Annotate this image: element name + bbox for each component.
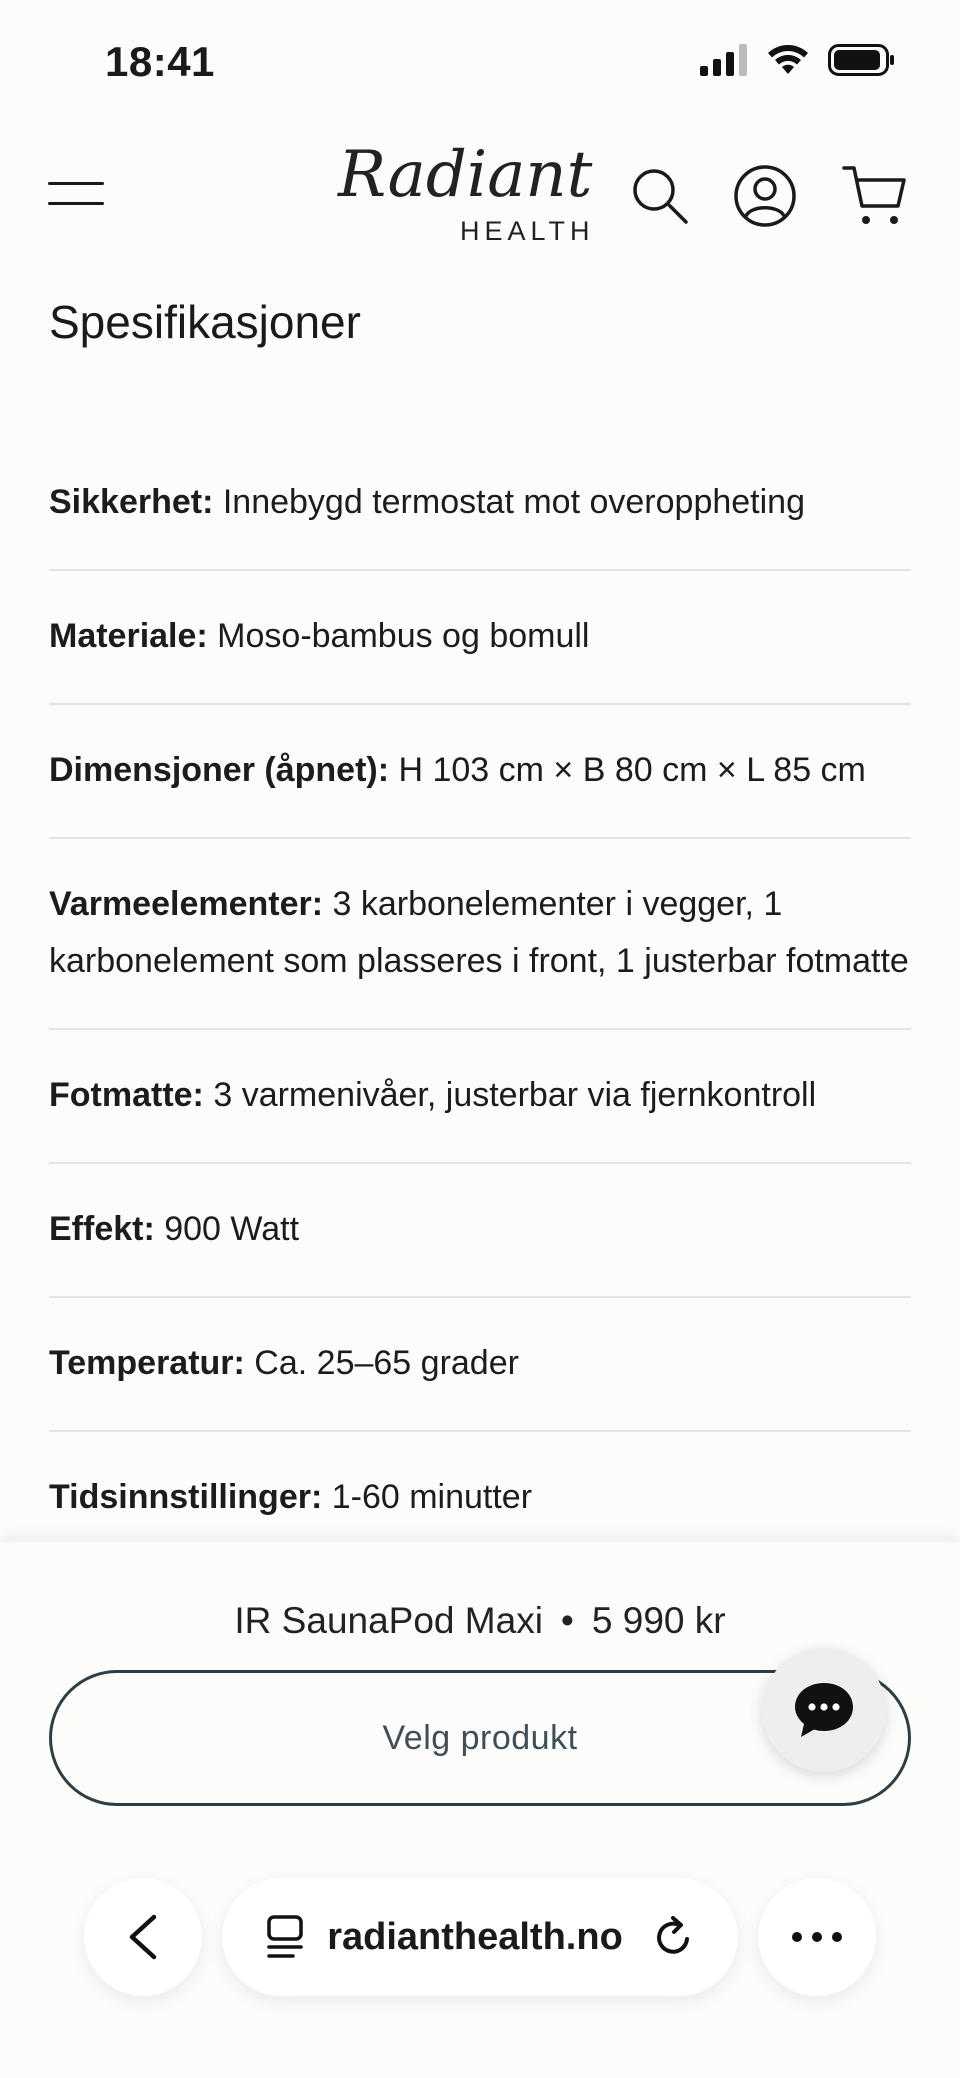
- spec-value: 900 Watt: [154, 1210, 300, 1248]
- search-icon[interactable]: [630, 166, 690, 226]
- spec-value: 3 karbonelementer i vegger, 1 karbonelement som plasseres i front, 1 justerbar fotmatte: [49, 885, 909, 980]
- cart-icon[interactable]: [842, 164, 908, 230]
- logo-subtitle: HEALTH: [460, 216, 595, 246]
- site-header: [0, 130, 960, 260]
- status-bar: [0, 0, 960, 120]
- browser-more-button[interactable]: [758, 1878, 876, 1996]
- select-product-button[interactable]: Velg produkt: [49, 1670, 911, 1806]
- signal-icon: [700, 44, 748, 76]
- chat-icon: [793, 1681, 855, 1739]
- chat-button[interactable]: [762, 1648, 886, 1772]
- status-time: 18:41: [105, 38, 215, 85]
- spec-label: Fotmatte:: [49, 1076, 204, 1114]
- spec-label: Dimensjoner (åpnet):: [49, 751, 390, 789]
- spec-value: Innebygd termostat mot overoppheting: [213, 483, 805, 521]
- spec-item-material: [49, 571, 911, 705]
- sticky-product-bar: [0, 1542, 960, 2078]
- chevron-left-icon: [126, 1913, 160, 1961]
- battery-icon: [828, 44, 896, 76]
- spec-value: Moso-bambus og bomull: [207, 617, 590, 655]
- spec-list: [49, 437, 911, 1566]
- spec-value: Ca. 25–65 grader: [244, 1344, 519, 1382]
- more-icon: [791, 1931, 843, 1943]
- spec-label: Effekt:: [49, 1210, 155, 1248]
- menu-icon[interactable]: [48, 180, 104, 210]
- spec-item-foot-mat: [49, 1030, 911, 1164]
- reload-icon[interactable]: [653, 1915, 695, 1959]
- spec-label: Materiale:: [49, 617, 208, 655]
- spec-value: 1-60 minutter: [322, 1478, 533, 1516]
- account-icon[interactable]: [733, 164, 797, 228]
- spec-item-heating-elements: [49, 839, 911, 1030]
- spec-item-safety: [49, 437, 911, 571]
- browser-address-bar[interactable]: [222, 1878, 738, 1996]
- spec-value: 3 varmenivåer, justerbar via fjernkontroll: [203, 1076, 817, 1114]
- spec-item-temperature: [49, 1298, 911, 1432]
- browser-toolbar: [0, 1878, 960, 1998]
- spec-value: H 103 cm × B 80 cm × L 85 cm: [389, 751, 866, 789]
- status-icons: [700, 44, 896, 76]
- product-price: 5 990 kr: [591, 1600, 726, 1641]
- site-logo[interactable]: [330, 138, 595, 250]
- section-title: Spesifikasjoner: [49, 296, 361, 348]
- spec-item-dimensions: [49, 705, 911, 839]
- browser-back-button[interactable]: [84, 1878, 202, 1996]
- url-text: radianthealth.no: [327, 1915, 623, 1958]
- wifi-icon: [766, 44, 810, 76]
- spec-label: Temperatur:: [49, 1344, 245, 1382]
- logo-script: Radiant: [338, 138, 593, 212]
- spec-label: Varmeelementer:: [49, 885, 324, 923]
- spec-label: Sikkerhet:: [49, 483, 214, 521]
- product-summary: [0, 1600, 960, 1642]
- reader-mode-icon[interactable]: [265, 1915, 305, 1959]
- spec-item-power: [49, 1164, 911, 1298]
- product-name: IR SaunaPod Maxi: [234, 1600, 543, 1641]
- spec-label: Tidsinnstillinger:: [49, 1478, 323, 1516]
- separator-dot: •: [560, 1600, 574, 1641]
